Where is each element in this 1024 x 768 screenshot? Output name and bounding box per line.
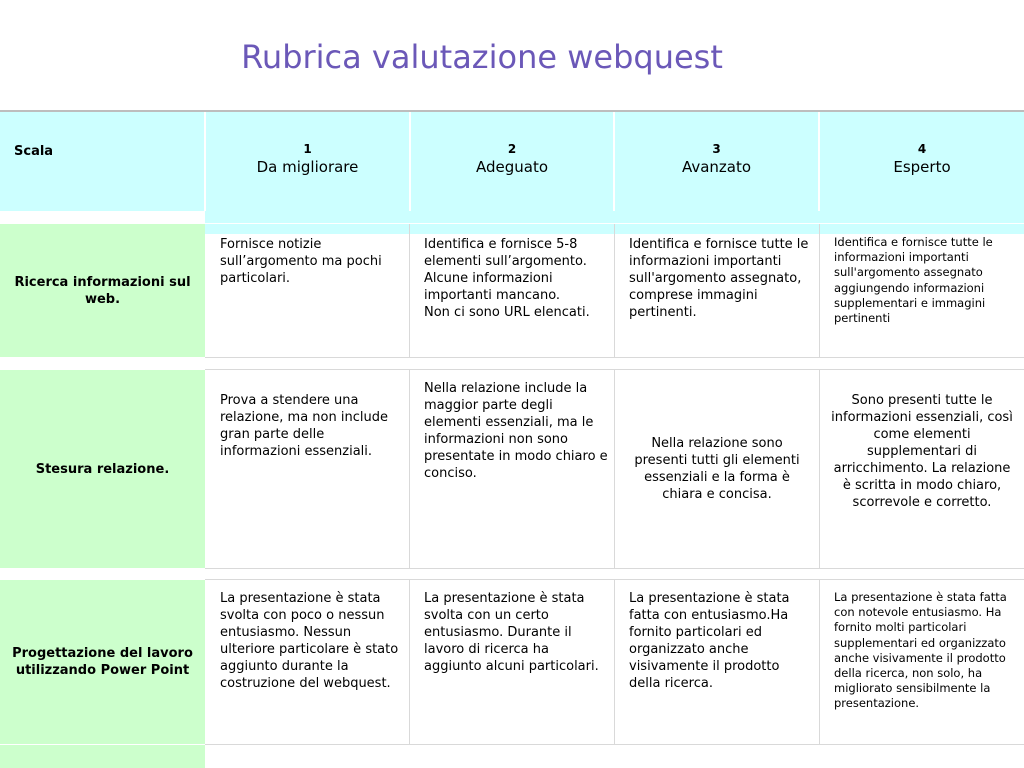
criterion-cell: Progettazione del lavoro utilizzando Power Point <box>0 580 205 744</box>
level-label: Esperto <box>893 158 951 176</box>
column-divider <box>819 370 820 568</box>
page-title: Rubrica valutazione webquest <box>241 38 723 76</box>
rubric-cell: Identifica e fornisce 5-8 elementi sull’argomento. Alcune informazioni importanti mancano. Non ci sono URL elencati. <box>410 236 614 357</box>
criterion-cell-continuation <box>0 745 205 768</box>
column-divider <box>409 224 410 357</box>
column-divider <box>409 370 410 568</box>
column-divider <box>819 580 820 744</box>
rubric-cell: Nella relazione include la maggior parte degli elementi essenziali, ma le informazioni non sono presentate in modo chiaro e conciso. <box>410 380 614 568</box>
rubric-cell: La presentazione è stata svolta con poco o nessun entusiasmo. Nessun ulteriore particolare è stato aggiunto durante la costruzione del webquest. <box>206 590 409 744</box>
level-label: Avanzato <box>681 158 752 176</box>
column-divider <box>614 370 615 568</box>
level-label: Da migliorare <box>256 158 359 176</box>
level-number: 1 <box>303 142 312 156</box>
spacer-band <box>205 211 1024 223</box>
level-number: 4 <box>917 142 927 156</box>
level-number: 3 <box>712 142 721 156</box>
column-divider <box>819 224 820 357</box>
criterion-cell: Ricerca informazioni sul web. <box>0 224 205 357</box>
header-level-3 <box>615 112 818 211</box>
rubric-cell: Fornisce notizie sull’argomento ma pochi particolari. <box>206 236 409 357</box>
column-divider <box>409 580 410 744</box>
rubric-cell: Prova a stendere una relazione, ma non include gran parte delle informazioni essenziali. <box>206 392 409 568</box>
rubric-cell: Nella relazione sono presenti tutti gli elementi essenziali e la forma è chiara e concisa. <box>615 370 819 568</box>
rubric-cell: Identifica e fornisce tutte le informazioni importanti sull'argomento assegnato, comprese immagini pertinenti. <box>615 236 819 357</box>
header-scale-label: Scala <box>14 144 54 159</box>
rubric-cell: La presentazione è stata fatta con notevole entusiasmo. Ha fornito molti particolari supplementari ed organizzato anche visivamente il prodotto della ricerca, non solo, ha migliorato sensibilmente la presentazione. <box>820 590 1024 744</box>
column-divider <box>614 224 615 357</box>
rubric-cell: La presentazione è stata fatta con entusiasmo.Ha fornito particolari ed organizzato anche visivamente il prodotto della ricerca. <box>615 590 819 744</box>
rubric-cell: Identifica e fornisce tutte le informazioni importanti sull'argomento assegnato aggiungendo informazioni supplementari e immagini pertinenti <box>820 235 1024 357</box>
level-label: Adeguato <box>475 158 549 176</box>
criterion-cell: Stesura relazione. <box>0 370 205 568</box>
header-level-1 <box>206 112 409 211</box>
column-divider <box>614 580 615 744</box>
header-level-2 <box>411 112 613 211</box>
header-level-4 <box>820 112 1024 211</box>
rubric-cell: La presentazione è stata svolta con un certo entusiasmo. Durante il lavoro di ricerca ha aggiunto alcuni particolari. <box>410 590 614 744</box>
level-number: 2 <box>507 142 517 156</box>
rubric-cell: Sono presenti tutte le informazioni essenziali, così come elementi supplementari di arricchimento. La relazione è scritta in modo chiaro, scorrevole e corretto. <box>820 392 1024 568</box>
row-divider <box>205 744 1024 745</box>
